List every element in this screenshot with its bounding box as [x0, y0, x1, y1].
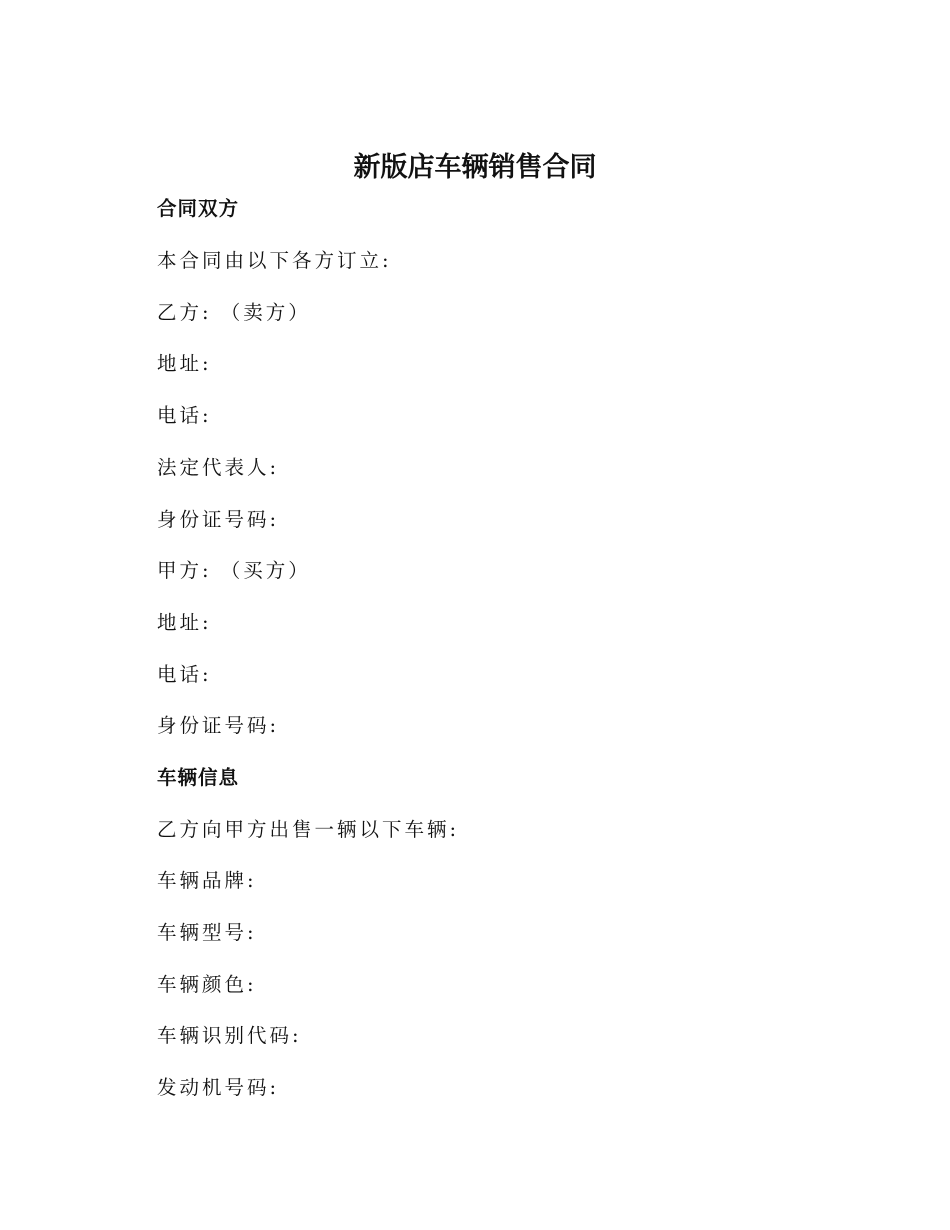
vehicle-color-field: 车辆颜色:: [157, 973, 257, 996]
buyer-id-number-field: 身份证号码:: [157, 714, 280, 737]
document-title: 新版店车辆销售合同: [353, 152, 597, 183]
vehicle-vin-field: 车辆识别代码:: [157, 1024, 302, 1047]
engine-number-field: 发动机号码:: [157, 1076, 280, 1099]
buyer-address-field: 地址:: [157, 611, 212, 634]
seller-address-field: 地址:: [157, 352, 212, 375]
vehicle-model-field: 车辆型号:: [157, 921, 257, 944]
vehicle-brand-field: 车辆品牌:: [157, 869, 257, 892]
section-heading-parties: 合同双方: [157, 197, 240, 220]
buyer-label: 甲方: （买方）: [157, 559, 311, 582]
vehicle-intro-text: 乙方向甲方出售一辆以下车辆:: [157, 818, 460, 841]
section-heading-vehicle: 车辆信息: [157, 766, 240, 789]
buyer-phone-field: 电话:: [157, 663, 212, 686]
seller-label: 乙方: （卖方）: [157, 301, 311, 324]
seller-phone-field: 电话:: [157, 404, 212, 427]
seller-id-number-field: 身份证号码:: [157, 508, 280, 531]
legal-representative-field: 法定代表人:: [157, 456, 280, 479]
intro-text: 本合同由以下各方订立:: [157, 249, 392, 272]
